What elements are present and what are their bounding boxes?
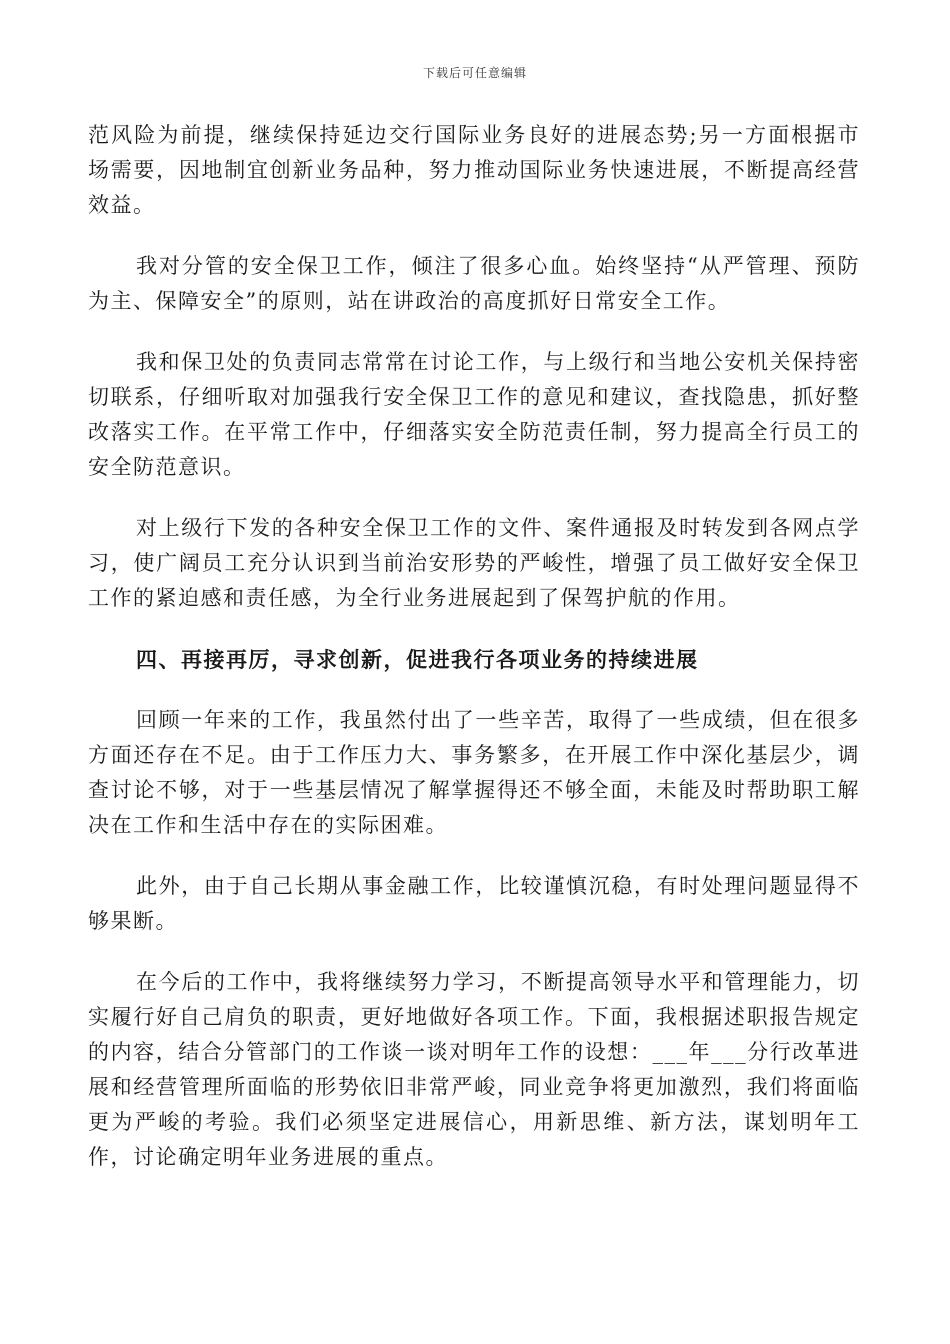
paragraph-security-work: 我对分管的安全保卫工作，倾注了很多心血。始终坚持“从严管理、预防为主、保障安全”的原则，站在讲政治的高度抓好日常安全工作。 — [88, 254, 860, 313]
paragraph-security-department: 我和保卫处的负责同志常常在讨论工作，与上级行和当地公安机关保持密切联系，仔细听取对加强我行安全保卫工作的意见和建议，查找隐患，抓好整改落实工作。在平常工作中，仔细落实安全防范责任制，努力提高全行员工的安全防范意识。 — [88, 350, 860, 479]
paragraph-document-forwarding: 对上级行下发的各种安全保卫工作的文件、案件通报及时转发到各网点学习，使广阔员工充分认识到当前治安形势的严峻性，增强了员工做好安全保卫工作的紧迫感和责任感，为全行业务进展起到了保驾护航的作用。 — [88, 516, 860, 610]
paragraph-future-plan: 在今后的工作中，我将继续努力学习，不断提高领导水平和管理能力，切实履行好自己肩负的职责，更好地做好各项工作。下面，我根据述职报告规定的内容，结合分管部门的工作谈一谈对明年工作的设想：___年___分行改革进展和经营管理所面临的形势依旧非常严峻，同业竞争将更加激烈，我们将面临更为严峻的考验。我们必须坚定进展信心，用新思维、新方法，谋划明年工作，讨论确定明年业务进展的重点。 — [88, 970, 860, 1169]
paragraph-self-assessment: 此外，由于自己长期从事金融工作，比较谨慎沉稳，有时处理问题显得不够果断。 — [88, 874, 860, 933]
header-note: 下载后可任意编辑 — [422, 66, 527, 80]
document-body — [88, 118, 860, 1175]
paragraph-review: 回顾一年来的工作，我虽然付出了一些辛苦，取得了一些成绩，但在很多方面还存在不足。由于工作压力大、事务繁多，在开展工作中深化基层少，调查讨论不够，对于一些基层情况了解掌握得还不够全面，未能及时帮助职工解决在工作和生活中存在的实际困难。 — [88, 708, 860, 837]
section-heading-four: 四、再接再厉，寻求创新，促进我行各项业务的持续进展 — [136, 647, 699, 672]
paragraph-continuation: 范风险为前提，继续保持延边交行国际业务良好的进展态势;另一方面根据市场需要，因地制宜创新业务品种，努力推动国际业务快速进展，不断提高经营效益。 — [88, 123, 860, 217]
